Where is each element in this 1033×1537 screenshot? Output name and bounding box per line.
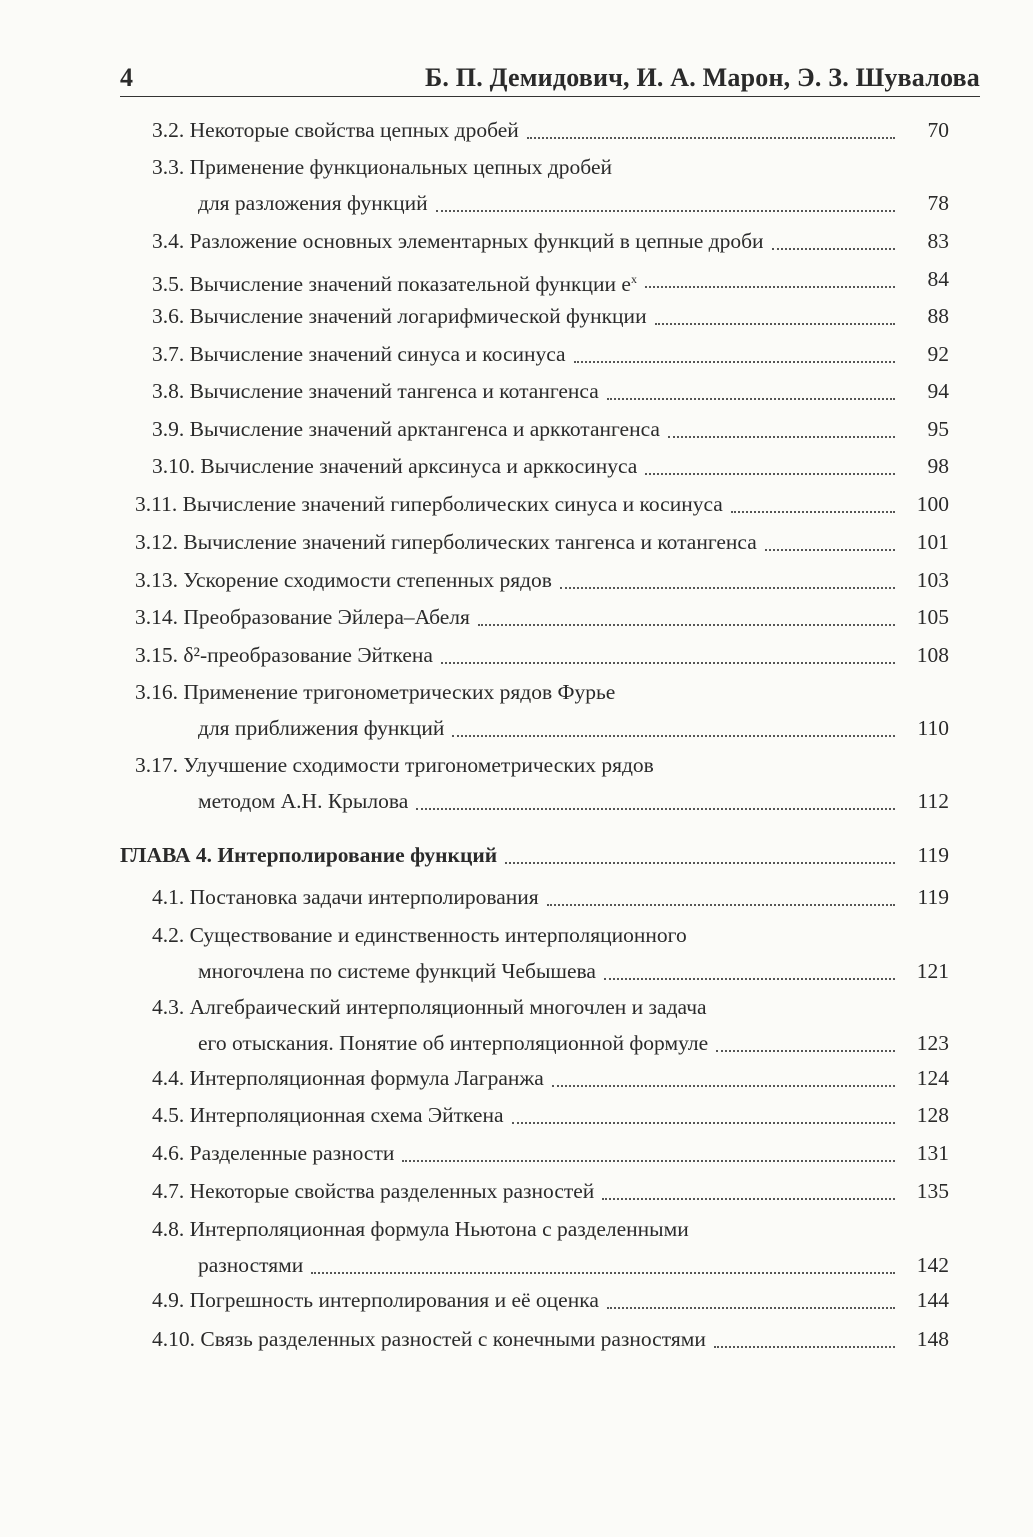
toc-entry-page: 103: [916, 568, 949, 592]
toc-entry-number: 4.7.: [152, 1179, 185, 1203]
toc-entry-number: 3.4.: [152, 229, 185, 253]
toc-entry-page: 144: [916, 1288, 949, 1312]
toc-entry-title: δ²-преобразование Эйткена: [183, 643, 433, 667]
toc-entry-title: Улучшение сходимости тригонометрических рядов: [183, 753, 654, 777]
toc-leader-dots: [452, 735, 895, 737]
toc-entry-title: Вычисление значений гиперболических тангенса и котангенса: [183, 530, 757, 554]
page-number: 4: [120, 63, 133, 92]
toc-leader-dots: [478, 624, 895, 626]
toc-entry-title-continued: методом А.Н. Крылова: [198, 789, 409, 813]
toc-entry-heading: [135, 750, 654, 780]
toc-leader-dots: [512, 1122, 895, 1124]
toc-entry-heading: [152, 301, 647, 331]
toc-leader-dots: [607, 398, 895, 400]
toc-entry-number: 3.10.: [152, 454, 195, 478]
toc-entry-heading: [152, 115, 519, 145]
toc-entry-title: Интерполяционная формула Лагранжа: [189, 1066, 544, 1090]
toc-entry-page: 142: [916, 1253, 949, 1277]
toc-entry-page: 88: [927, 304, 949, 328]
toc-entry-title: Вычисление значений арксинуса и арккосинуса: [200, 454, 638, 478]
toc-entry-heading: [120, 840, 497, 870]
toc-entry-title-continued: для разложения функций: [198, 191, 428, 215]
toc-entry-heading: [135, 527, 757, 557]
toc-entry-number: 3.17.: [135, 753, 178, 777]
toc-entry-title: Вычисление значений арктангенса и арккотангенса: [189, 417, 660, 441]
toc-entry-title-continued: для приближения функций: [198, 716, 445, 740]
toc-leader-dots: [311, 1272, 895, 1274]
toc-entry-page: 119: [917, 885, 949, 909]
toc-entry-title: Связь разделенных разностей с конечными разностями: [200, 1327, 706, 1351]
toc-entry-page: 124: [916, 1066, 949, 1090]
toc-entry-title: Разложение основных элементарных функций в цепные дроби: [189, 229, 764, 253]
toc-entry-page: 98: [927, 454, 949, 478]
toc-entry-number: 3.11.: [135, 492, 178, 516]
toc-entry-number: 3.13.: [135, 568, 178, 592]
toc-entry-title: Некоторые свойства цепных дробей: [189, 118, 519, 142]
toc-entry-title: Преобразование Эйлера–Абеля: [183, 605, 470, 629]
toc-entry-heading: [152, 1285, 599, 1315]
toc-leader-dots: [716, 1050, 895, 1052]
toc-entry-heading: [135, 602, 470, 632]
toc-entry-heading: [152, 1100, 504, 1130]
toc-entry-title: Вычисление значений показательной функции e: [189, 272, 631, 297]
toc-entry-title: Ускорение сходимости степенных рядов: [183, 568, 552, 592]
toc-leader-dots: [505, 862, 895, 864]
toc-entry-heading: [152, 920, 687, 950]
toc-entry-page: 123: [916, 1031, 949, 1055]
toc-entry-heading: [135, 640, 433, 670]
toc-entry-number: 3.14.: [135, 605, 178, 629]
toc-entry-title: Применение тригонометрических рядов Фурье: [183, 680, 616, 704]
toc-entry-number: 3.7.: [152, 342, 185, 366]
toc-entry-title: Вычисление значений гиперболических синуса и косинуса: [182, 492, 723, 516]
toc-entry-number: 3.3.: [152, 155, 185, 179]
toc-leader-dots: [574, 361, 895, 363]
toc-entry-page: 100: [916, 492, 949, 516]
toc-entry-page: 84: [927, 267, 949, 291]
toc-entry-heading: [135, 677, 615, 707]
toc-entry-heading: [152, 1214, 689, 1244]
toc-entry-page: 148: [916, 1327, 949, 1351]
toc-entry-page: 108: [916, 643, 949, 667]
toc-entry-heading: [152, 1176, 594, 1206]
toc-leader-dots: [436, 210, 895, 212]
toc-entry-number: 4.10.: [152, 1327, 195, 1351]
toc-entry-number: 4.1.: [152, 885, 185, 909]
toc-entry-title: Разделенные разности: [189, 1141, 395, 1165]
toc-entry-title: Постановка задачи интерполирования: [189, 885, 539, 909]
toc-entry-page: 110: [917, 716, 949, 740]
toc-leader-dots: [441, 662, 895, 664]
toc-entry-number: 3.5.: [152, 272, 185, 297]
toc-leader-dots: [645, 286, 895, 288]
toc-entry-page: 83: [927, 229, 949, 253]
toc-leader-dots: [560, 587, 895, 589]
toc-leader-dots: [645, 473, 895, 475]
toc-entry-number: 3.12.: [135, 530, 178, 554]
toc-entry-number: ГЛАВА 4.: [120, 843, 212, 867]
toc-entry-heading: [135, 565, 552, 595]
toc-entry-page: 95: [927, 417, 949, 441]
toc-leader-dots: [668, 436, 895, 438]
toc-entry-number: 3.8.: [152, 379, 185, 403]
toc-entry-number: 3.16.: [135, 680, 178, 704]
toc-entry-page: 101: [916, 530, 949, 554]
toc-entry-page: 112: [917, 789, 949, 813]
toc-entry-heading: [152, 1138, 394, 1168]
toc-entry-heading: [152, 992, 707, 1022]
toc-leader-dots: [602, 1198, 895, 1200]
toc-entry-heading: [152, 414, 660, 444]
toc-entry-page: 70: [927, 118, 949, 142]
toc-entry-page: 78: [927, 191, 949, 215]
toc-entry-title: Алгебраический интерполяционный многочлен и задача: [189, 995, 707, 1019]
toc-entry-number: 3.6.: [152, 304, 185, 328]
toc-entry-heading: [152, 339, 566, 369]
toc-entry-number: 4.3.: [152, 995, 185, 1019]
toc-leader-dots: [731, 511, 895, 513]
toc-entry-heading: [152, 152, 612, 182]
toc-entry-title: Применение функциональных цепных дробей: [189, 155, 613, 179]
toc-entry-number: 4.6.: [152, 1141, 185, 1165]
toc-leader-dots: [416, 808, 895, 810]
toc-leader-dots: [547, 904, 895, 906]
toc-entry-title-continued: его отыскания. Понятие об интерполяционной формуле: [198, 1031, 709, 1055]
toc-entry-page: 119: [917, 843, 949, 867]
toc-entry-title: Интерполяционная схема Эйткена: [189, 1103, 504, 1127]
toc-entry-heading: [152, 1063, 544, 1093]
toc-entry-number: 4.8.: [152, 1217, 185, 1241]
running-head: [120, 60, 980, 97]
toc-leader-dots: [607, 1307, 895, 1309]
toc-entry-number: 3.15.: [135, 643, 178, 667]
running-head-authors: Б. П. Демидович, И. А. Марон, Э. З. Шувалова: [425, 63, 980, 92]
toc-entry-title: Некоторые свойства разделенных разностей: [189, 1179, 595, 1203]
toc-entry-number: 4.2.: [152, 923, 185, 947]
toc-entry-title-continued: многочлена по системе функций Чебышева: [198, 959, 596, 983]
toc-entry-heading: [152, 882, 539, 912]
toc-entry-page: 128: [916, 1103, 949, 1127]
toc-entry-page: 121: [916, 959, 949, 983]
toc-entry-title: Интерполирование функций: [217, 843, 498, 867]
toc-entry-page: 94: [927, 379, 949, 403]
toc-entry-heading: [152, 376, 599, 406]
toc-entry-title-continued: разностями: [198, 1253, 304, 1277]
toc-entry-title: Существование и единственность интерполяционного: [189, 923, 687, 947]
toc-leader-dots: [527, 137, 895, 139]
toc-entry-title: Погрешность интерполирования и её оценка: [189, 1288, 599, 1312]
toc-entry-heading: [135, 489, 723, 519]
toc-leader-dots: [765, 549, 895, 551]
toc-leader-dots: [772, 248, 895, 250]
toc-entry-heading: [152, 226, 764, 256]
toc-leader-dots: [402, 1160, 895, 1162]
toc-entry-heading: [152, 1324, 706, 1354]
toc-entry-heading: [152, 451, 637, 481]
toc-leader-dots: [714, 1346, 895, 1348]
toc-entry-page: 105: [916, 605, 949, 629]
toc-entry-superscript: x: [630, 272, 637, 286]
toc-entry-number: 4.5.: [152, 1103, 185, 1127]
toc-entry-number: 4.9.: [152, 1288, 185, 1312]
toc-leader-dots: [552, 1085, 895, 1087]
toc-entry-title: Вычисление значений тангенса и котангенса: [189, 379, 599, 403]
toc-entry-title: Вычисление значений логарифмической функции: [189, 304, 647, 328]
toc-leader-dots: [655, 323, 895, 325]
toc-entry-page: 135: [916, 1179, 949, 1203]
toc-entry-page: 131: [916, 1141, 949, 1165]
toc-entry-number: 3.9.: [152, 417, 185, 441]
toc-entry-heading: [152, 264, 637, 299]
toc-entry-number: 4.4.: [152, 1066, 185, 1090]
toc-entry-page: 92: [927, 342, 949, 366]
toc-entry-title: Вычисление значений синуса и косинуса: [189, 342, 566, 366]
toc-leader-dots: [604, 978, 895, 980]
toc-entry-number: 3.2.: [152, 118, 185, 142]
toc-entry-title: Интерполяционная формула Ньютона с разделенными: [189, 1217, 689, 1241]
